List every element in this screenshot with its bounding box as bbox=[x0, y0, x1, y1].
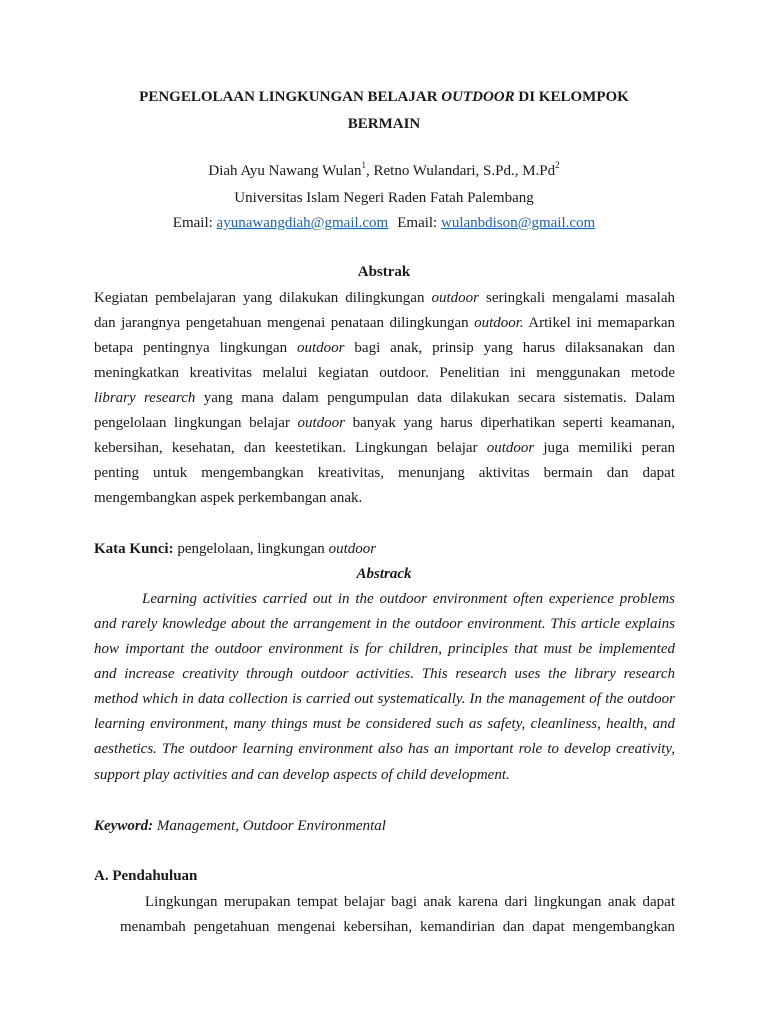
section-a-heading: A. Pendahuluan bbox=[94, 868, 198, 884]
kata-kunci: Kata Kunci: pengelolaan, lingkungan outdoor bbox=[94, 541, 377, 557]
abstrack-line: Learning activities carried out in the outdoor environment often experience problems bbox=[142, 591, 675, 607]
author-1: Diah Ayu Nawang Wulan bbox=[208, 163, 362, 179]
affiliation: Universitas Islam Negeri Raden Fatah Palembang bbox=[234, 190, 534, 206]
abstrak-line: Kegiatan pembelajaran yang dilakukan dilingkungan outdoor seringkali mengalami masalah bbox=[94, 290, 675, 306]
abstrack-line: support play activities and can develop aspects of child development. bbox=[94, 767, 510, 783]
abstrack-line: and rarely knowledge about the arrangement in the outdoor environment. This article explains bbox=[94, 616, 675, 632]
abstrak-heading: Abstrak bbox=[357, 264, 411, 280]
email-link-2[interactable]: wulanbdison@gmail.com bbox=[440, 215, 596, 231]
abstrack-line: method which in data collection is carried out systematically. In the management of the outdoor bbox=[94, 691, 675, 707]
abstrak-line: meningkatkan kreativitas melalui kegiatan outdoor. Penelitian ini menggunakan metode bbox=[94, 365, 675, 381]
abstrak-line: library research yang mana dalam pengumpulan data dilakukan secara sistematis. Dalam bbox=[94, 390, 676, 406]
abstrack-heading: Abstrack bbox=[356, 566, 412, 582]
abstrack-line: and increase creativity through outdoor activities. This research uses the library research bbox=[94, 666, 675, 682]
keyword: Keyword: Management, Outdoor Environmental bbox=[94, 818, 386, 834]
abstrak-line: dan jarangnya pengetahuan mengenai penataan dilingkungan outdoor. Artikel ini memaparkan bbox=[94, 315, 675, 331]
title-italic-outdoor: OUTDOOR bbox=[441, 89, 515, 105]
keyword-label: Keyword: bbox=[94, 818, 154, 834]
paper-title-line-1: PENGELOLAAN LINGKUNGAN BELAJAR OUTDOOR DI KELOMPOK bbox=[139, 89, 629, 105]
abstrak-line: penting untuk mengembangkan kreativitas, menunjang aktivitas bermain dan dapat bbox=[94, 465, 675, 481]
abstrack-line: how important the outdoor environment is for children, principles that must be implemented bbox=[94, 641, 675, 657]
abstrak-line: mengembangkan aspek perkembangan anak. bbox=[94, 490, 363, 506]
emails: Email: ayunawangdiah@gmail.com Email: wulanbdison@gmail.com bbox=[172, 215, 596, 231]
author-2: Retno Wulandari, S.Pd., M.Pd bbox=[373, 163, 556, 179]
paper-title-line-2: BERMAIN bbox=[347, 116, 421, 132]
email-link-1[interactable]: ayunawangdiah@gmail.com bbox=[216, 215, 389, 231]
authors: Diah Ayu Nawang Wulan$^1$, Retno Wulandari, S.Pd., M.Pd$^2$ bbox=[208, 160, 560, 179]
kata-kunci-label: Kata Kunci: bbox=[94, 541, 174, 557]
section-a-line: Lingkungan merupakan tempat belajar bagi anak karena dari lingkungan anak dapat bbox=[145, 894, 675, 910]
abstrak-line: betapa pentingnya lingkungan outdoor bagi anak, prinsip yang harus dilaksanakan dan bbox=[94, 340, 675, 356]
abstrak-line: pengelolaan lingkungan belajar outdoor banyak yang harus diperhatikan seperti keamanan, bbox=[94, 415, 675, 431]
section-a-line: menambah pengetahuan mengenai kebersihan, kemandirian dan dapat mengembangkan bbox=[120, 919, 675, 935]
abstrak-line: kebersihan, kesehatan, dan keestetikan. Lingkungan belajar outdoor juga memiliki peran bbox=[94, 440, 675, 456]
abstrack-line: learning environment, many things must be considered such as safety, cleanliness, health, and bbox=[94, 716, 675, 732]
abstrack-line: aesthetics. The outdoor learning environment also has an important role to develop creativity, bbox=[94, 741, 675, 757]
